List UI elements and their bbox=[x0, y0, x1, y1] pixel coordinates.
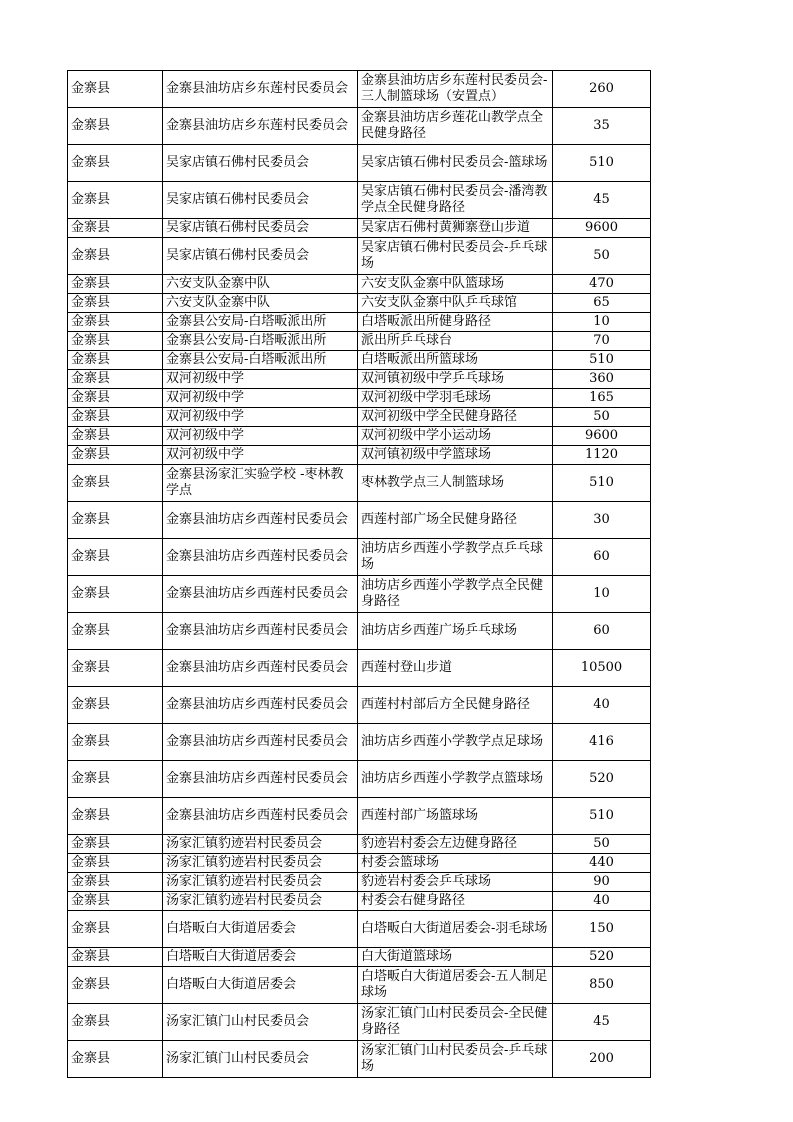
facility-cell: 吴家店镇石佛村民委员会-篮球场 bbox=[358, 145, 553, 182]
facility-cell: 金寨县油坊店乡东莲村民委员会-三人制篮球场（安置点） bbox=[358, 71, 553, 108]
facility-cell: 白塔畈白大街道居委会-羽毛球场 bbox=[358, 911, 553, 948]
value-cell: 260 bbox=[553, 71, 651, 108]
value-cell: 850 bbox=[553, 967, 651, 1004]
unit-cell: 金寨县汤家汇实验学校 -枣林教学点 bbox=[163, 465, 358, 502]
table-row bbox=[68, 724, 651, 761]
unit-cell: 金寨县公安局-白塔畈派出所 bbox=[163, 332, 358, 351]
table-row bbox=[68, 446, 651, 465]
facility-cell: 油坊店乡西莲广场乒乓球场 bbox=[358, 613, 553, 650]
unit-cell: 双河初级中学 bbox=[163, 408, 358, 427]
value-cell: 360 bbox=[553, 370, 651, 389]
value-cell: 520 bbox=[553, 761, 651, 798]
table-row bbox=[68, 408, 651, 427]
table-row bbox=[68, 389, 651, 408]
facility-cell: 金寨县油坊店乡莲花山教学点全民健身路径 bbox=[358, 108, 553, 145]
county-cell: 金寨县 bbox=[68, 275, 163, 294]
county-cell: 金寨县 bbox=[68, 370, 163, 389]
county-cell: 金寨县 bbox=[68, 911, 163, 948]
unit-cell: 吴家店镇石佛村民委员会 bbox=[163, 182, 358, 219]
value-cell: 65 bbox=[553, 294, 651, 313]
value-cell: 9600 bbox=[553, 219, 651, 238]
county-cell: 金寨县 bbox=[68, 687, 163, 724]
table-row bbox=[68, 275, 651, 294]
county-cell: 金寨县 bbox=[68, 724, 163, 761]
table-row bbox=[68, 835, 651, 854]
county-cell: 金寨县 bbox=[68, 761, 163, 798]
county-cell: 金寨县 bbox=[68, 650, 163, 687]
table-row bbox=[68, 294, 651, 313]
table-row bbox=[68, 761, 651, 798]
facility-cell: 豹迹岩村委会左边健身路径 bbox=[358, 835, 553, 854]
county-cell: 金寨县 bbox=[68, 219, 163, 238]
value-cell: 45 bbox=[553, 1004, 651, 1041]
table-row bbox=[68, 911, 651, 948]
value-cell: 200 bbox=[553, 1041, 651, 1078]
value-cell: 440 bbox=[553, 854, 651, 873]
value-cell: 10 bbox=[553, 576, 651, 613]
table-row bbox=[68, 798, 651, 835]
value-cell: 165 bbox=[553, 389, 651, 408]
unit-cell: 金寨县油坊店乡西莲村民委员会 bbox=[163, 687, 358, 724]
county-cell: 金寨县 bbox=[68, 539, 163, 576]
facility-cell: 白塔畈派出所篮球场 bbox=[358, 351, 553, 370]
facility-cell: 吴家店石佛村黄狮寨登山步道 bbox=[358, 219, 553, 238]
value-cell: 416 bbox=[553, 724, 651, 761]
facility-cell: 汤家汇镇门山村民委员会-乒乓球场 bbox=[358, 1041, 553, 1078]
unit-cell: 白塔畈白大街道居委会 bbox=[163, 948, 358, 967]
value-cell: 45 bbox=[553, 182, 651, 219]
county-cell: 金寨县 bbox=[68, 967, 163, 1004]
unit-cell: 金寨县油坊店乡西莲村民委员会 bbox=[163, 724, 358, 761]
unit-cell: 金寨县油坊店乡西莲村民委员会 bbox=[163, 798, 358, 835]
table-row bbox=[68, 892, 651, 911]
facility-cell: 白塔畈白大街道居委会-五人制足球场 bbox=[358, 967, 553, 1004]
county-cell: 金寨县 bbox=[68, 332, 163, 351]
table-row bbox=[68, 427, 651, 446]
facility-cell: 吴家店镇石佛村民委员会-乒乓球场 bbox=[358, 238, 553, 275]
table-row bbox=[68, 370, 651, 389]
unit-cell: 汤家汇镇豹迹岩村民委员会 bbox=[163, 854, 358, 873]
value-cell: 510 bbox=[553, 798, 651, 835]
facility-cell: 白大街道篮球场 bbox=[358, 948, 553, 967]
table-row bbox=[68, 182, 651, 219]
table-body bbox=[68, 71, 651, 1078]
table-row bbox=[68, 238, 651, 275]
county-cell: 金寨县 bbox=[68, 1041, 163, 1078]
table-row bbox=[68, 650, 651, 687]
facility-cell: 双河初级中学羽毛球场 bbox=[358, 389, 553, 408]
unit-cell: 吴家店镇石佛村民委员会 bbox=[163, 145, 358, 182]
county-cell: 金寨县 bbox=[68, 892, 163, 911]
facility-cell: 双河镇初级中学乒乓球场 bbox=[358, 370, 553, 389]
unit-cell: 白塔畈白大街道居委会 bbox=[163, 911, 358, 948]
table-row bbox=[68, 108, 651, 145]
county-cell: 金寨县 bbox=[68, 389, 163, 408]
table-row bbox=[68, 873, 651, 892]
facility-cell: 汤家汇镇门山村民委员会-全民健身路径 bbox=[358, 1004, 553, 1041]
unit-cell: 六安支队金寨中队 bbox=[163, 275, 358, 294]
table-row bbox=[68, 1004, 651, 1041]
county-cell: 金寨县 bbox=[68, 948, 163, 967]
facility-cell: 油坊店乡西莲小学教学点全民健身路径 bbox=[358, 576, 553, 613]
facility-cell: 油坊店乡西莲小学教学点篮球场 bbox=[358, 761, 553, 798]
facility-cell: 村委会篮球场 bbox=[358, 854, 553, 873]
table-row bbox=[68, 465, 651, 502]
unit-cell: 双河初级中学 bbox=[163, 370, 358, 389]
table-row bbox=[68, 948, 651, 967]
county-cell: 金寨县 bbox=[68, 145, 163, 182]
unit-cell: 金寨县油坊店乡西莲村民委员会 bbox=[163, 539, 358, 576]
unit-cell: 汤家汇镇豹迹岩村民委员会 bbox=[163, 892, 358, 911]
county-cell: 金寨县 bbox=[68, 465, 163, 502]
facility-cell: 油坊店乡西莲小学教学点足球场 bbox=[358, 724, 553, 761]
county-cell: 金寨县 bbox=[68, 854, 163, 873]
unit-cell: 吴家店镇石佛村民委员会 bbox=[163, 238, 358, 275]
unit-cell: 汤家汇镇门山村民委员会 bbox=[163, 1004, 358, 1041]
value-cell: 520 bbox=[553, 948, 651, 967]
unit-cell: 双河初级中学 bbox=[163, 389, 358, 408]
county-cell: 金寨县 bbox=[68, 835, 163, 854]
facility-cell: 双河初级中学小运动场 bbox=[358, 427, 553, 446]
facility-cell: 西莲村登山步道 bbox=[358, 650, 553, 687]
value-cell: 150 bbox=[553, 911, 651, 948]
facility-cell: 六安支队金寨中队乒乓球馆 bbox=[358, 294, 553, 313]
county-cell: 金寨县 bbox=[68, 427, 163, 446]
unit-cell: 汤家汇镇豹迹岩村民委员会 bbox=[163, 873, 358, 892]
unit-cell: 金寨县油坊店乡西莲村民委员会 bbox=[163, 650, 358, 687]
unit-cell: 金寨县油坊店乡西莲村民委员会 bbox=[163, 613, 358, 650]
table-row bbox=[68, 71, 651, 108]
unit-cell: 六安支队金寨中队 bbox=[163, 294, 358, 313]
value-cell: 510 bbox=[553, 351, 651, 370]
unit-cell: 汤家汇镇豹迹岩村民委员会 bbox=[163, 835, 358, 854]
value-cell: 470 bbox=[553, 275, 651, 294]
county-cell: 金寨县 bbox=[68, 798, 163, 835]
value-cell: 1120 bbox=[553, 446, 651, 465]
facility-cell: 双河初级中学全民健身路径 bbox=[358, 408, 553, 427]
table-row bbox=[68, 854, 651, 873]
unit-cell: 金寨县油坊店乡西莲村民委员会 bbox=[163, 761, 358, 798]
table-row bbox=[68, 1041, 651, 1078]
value-cell: 9600 bbox=[553, 427, 651, 446]
facility-cell: 西莲村村部后方全民健身路径 bbox=[358, 687, 553, 724]
county-cell: 金寨县 bbox=[68, 351, 163, 370]
unit-cell: 吴家店镇石佛村民委员会 bbox=[163, 219, 358, 238]
table-row bbox=[68, 502, 651, 539]
facility-cell: 油坊店乡西莲小学教学点乒乓球场 bbox=[358, 539, 553, 576]
facility-cell: 吴家店镇石佛村民委员会-潘湾教学点全民健身路径 bbox=[358, 182, 553, 219]
table-row bbox=[68, 219, 651, 238]
table-row bbox=[68, 313, 651, 332]
value-cell: 60 bbox=[553, 613, 651, 650]
table-row bbox=[68, 539, 651, 576]
county-cell: 金寨县 bbox=[68, 502, 163, 539]
unit-cell: 双河初级中学 bbox=[163, 427, 358, 446]
value-cell: 30 bbox=[553, 502, 651, 539]
county-cell: 金寨县 bbox=[68, 294, 163, 313]
facility-cell: 双河镇初级中学篮球场 bbox=[358, 446, 553, 465]
county-cell: 金寨县 bbox=[68, 313, 163, 332]
value-cell: 40 bbox=[553, 687, 651, 724]
unit-cell: 金寨县油坊店乡东莲村民委员会 bbox=[163, 108, 358, 145]
facility-table bbox=[67, 70, 651, 1078]
table-row bbox=[68, 613, 651, 650]
county-cell: 金寨县 bbox=[68, 238, 163, 275]
unit-cell: 金寨县公安局-白塔畈派出所 bbox=[163, 313, 358, 332]
value-cell: 35 bbox=[553, 108, 651, 145]
county-cell: 金寨县 bbox=[68, 576, 163, 613]
county-cell: 金寨县 bbox=[68, 71, 163, 108]
value-cell: 70 bbox=[553, 332, 651, 351]
county-cell: 金寨县 bbox=[68, 613, 163, 650]
facility-cell: 白塔畈派出所健身路径 bbox=[358, 313, 553, 332]
value-cell: 50 bbox=[553, 835, 651, 854]
value-cell: 50 bbox=[553, 408, 651, 427]
table-row bbox=[68, 687, 651, 724]
unit-cell: 金寨县油坊店乡西莲村民委员会 bbox=[163, 502, 358, 539]
facility-cell: 枣林教学点三人制篮球场 bbox=[358, 465, 553, 502]
unit-cell: 白塔畈白大街道居委会 bbox=[163, 967, 358, 1004]
unit-cell: 金寨县油坊店乡西莲村民委员会 bbox=[163, 576, 358, 613]
table-row bbox=[68, 576, 651, 613]
value-cell: 90 bbox=[553, 873, 651, 892]
value-cell: 40 bbox=[553, 892, 651, 911]
value-cell: 50 bbox=[553, 238, 651, 275]
unit-cell: 金寨县油坊店乡东莲村民委员会 bbox=[163, 71, 358, 108]
table-row bbox=[68, 351, 651, 370]
facility-cell: 西莲村部广场全民健身路径 bbox=[358, 502, 553, 539]
value-cell: 510 bbox=[553, 145, 651, 182]
value-cell: 10500 bbox=[553, 650, 651, 687]
table-row bbox=[68, 967, 651, 1004]
county-cell: 金寨县 bbox=[68, 182, 163, 219]
unit-cell: 双河初级中学 bbox=[163, 446, 358, 465]
county-cell: 金寨县 bbox=[68, 873, 163, 892]
table-row bbox=[68, 145, 651, 182]
facility-cell: 六安支队金寨中队篮球场 bbox=[358, 275, 553, 294]
facility-cell: 西莲村部广场篮球场 bbox=[358, 798, 553, 835]
value-cell: 510 bbox=[553, 465, 651, 502]
facility-cell: 豹迹岩村委会乒乓球场 bbox=[358, 873, 553, 892]
county-cell: 金寨县 bbox=[68, 1004, 163, 1041]
value-cell: 10 bbox=[553, 313, 651, 332]
county-cell: 金寨县 bbox=[68, 408, 163, 427]
unit-cell: 金寨县公安局-白塔畈派出所 bbox=[163, 351, 358, 370]
table-row bbox=[68, 332, 651, 351]
county-cell: 金寨县 bbox=[68, 446, 163, 465]
value-cell: 60 bbox=[553, 539, 651, 576]
facility-cell: 村委会右健身路径 bbox=[358, 892, 553, 911]
facility-cell: 派出所乒乓球台 bbox=[358, 332, 553, 351]
county-cell: 金寨县 bbox=[68, 108, 163, 145]
unit-cell: 汤家汇镇门山村民委员会 bbox=[163, 1041, 358, 1078]
